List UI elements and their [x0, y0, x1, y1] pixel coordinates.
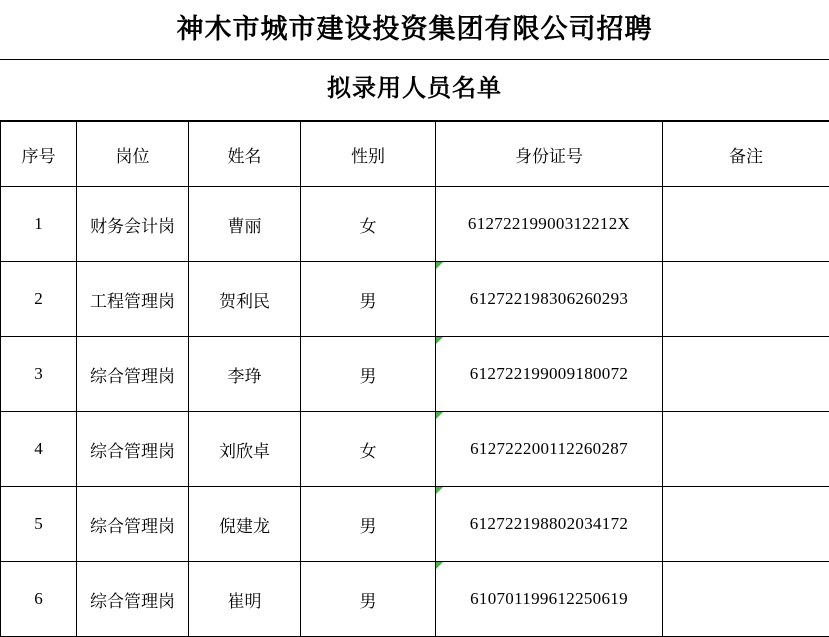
- cell-name: 倪建龙: [189, 487, 301, 562]
- cell-remark: [663, 487, 829, 562]
- cell-name: 曹丽: [189, 187, 301, 262]
- table-row: [1, 187, 829, 262]
- cell-no: 5: [1, 487, 77, 562]
- cell-id: 612722199009180072: [436, 337, 663, 412]
- cell-no: 1: [1, 187, 77, 262]
- cell-position: 综合管理岗: [77, 412, 189, 487]
- cell-gender: 男: [301, 262, 436, 337]
- cell-name: 崔明: [189, 562, 301, 637]
- table-row: [1, 337, 829, 412]
- cell-position: 综合管理岗: [77, 562, 189, 637]
- cell-position: 综合管理岗: [77, 487, 189, 562]
- table-row: [1, 487, 829, 562]
- cell-remark: [663, 187, 829, 262]
- table-header-row: [1, 122, 829, 187]
- cell-id: 610701199612250619: [436, 562, 663, 637]
- column-header-gender: 性别: [301, 122, 436, 187]
- cell-gender: 女: [301, 412, 436, 487]
- cell-name: 刘欣卓: [189, 412, 301, 487]
- cell-id: 61272219900312212X: [436, 187, 663, 262]
- column-header-remark: 备注: [663, 122, 829, 187]
- table-body: [1, 187, 829, 637]
- column-header-id: 身份证号: [436, 122, 663, 187]
- cell-remark: [663, 262, 829, 337]
- cell-remark: [663, 562, 829, 637]
- table-row: [1, 262, 829, 337]
- cell-id: 612722198306260293: [436, 262, 663, 337]
- title-block: [0, 0, 829, 60]
- column-header-position: 岗位: [77, 122, 189, 187]
- cell-name: 贺利民: [189, 262, 301, 337]
- cell-gender: 男: [301, 562, 436, 637]
- cell-remark: [663, 412, 829, 487]
- cell-no: 2: [1, 262, 77, 337]
- cell-position: 综合管理岗: [77, 337, 189, 412]
- cell-gender: 男: [301, 487, 436, 562]
- cell-remark: [663, 337, 829, 412]
- table-row: [1, 412, 829, 487]
- cell-id: 612722198802034172: [436, 487, 663, 562]
- page-title: 神木市城市建设投资集团有限公司招聘: [0, 1, 829, 59]
- cell-position: 财务会计岗: [77, 187, 189, 262]
- subtitle-block: [0, 60, 829, 121]
- cell-no: 3: [1, 337, 77, 412]
- cell-id: 612722200112260287: [436, 412, 663, 487]
- table-row: [1, 562, 829, 637]
- cell-gender: 女: [301, 187, 436, 262]
- cell-gender: 男: [301, 337, 436, 412]
- table-header: [1, 122, 829, 187]
- column-header-no: 序号: [1, 122, 77, 187]
- column-header-name: 姓名: [189, 122, 301, 187]
- page-subtitle: 拟录用人员名单: [0, 60, 829, 120]
- cell-no: 6: [1, 562, 77, 637]
- cell-name: 李琤: [189, 337, 301, 412]
- candidates-table: [0, 121, 829, 637]
- cell-position: 工程管理岗: [77, 262, 189, 337]
- cell-no: 4: [1, 412, 77, 487]
